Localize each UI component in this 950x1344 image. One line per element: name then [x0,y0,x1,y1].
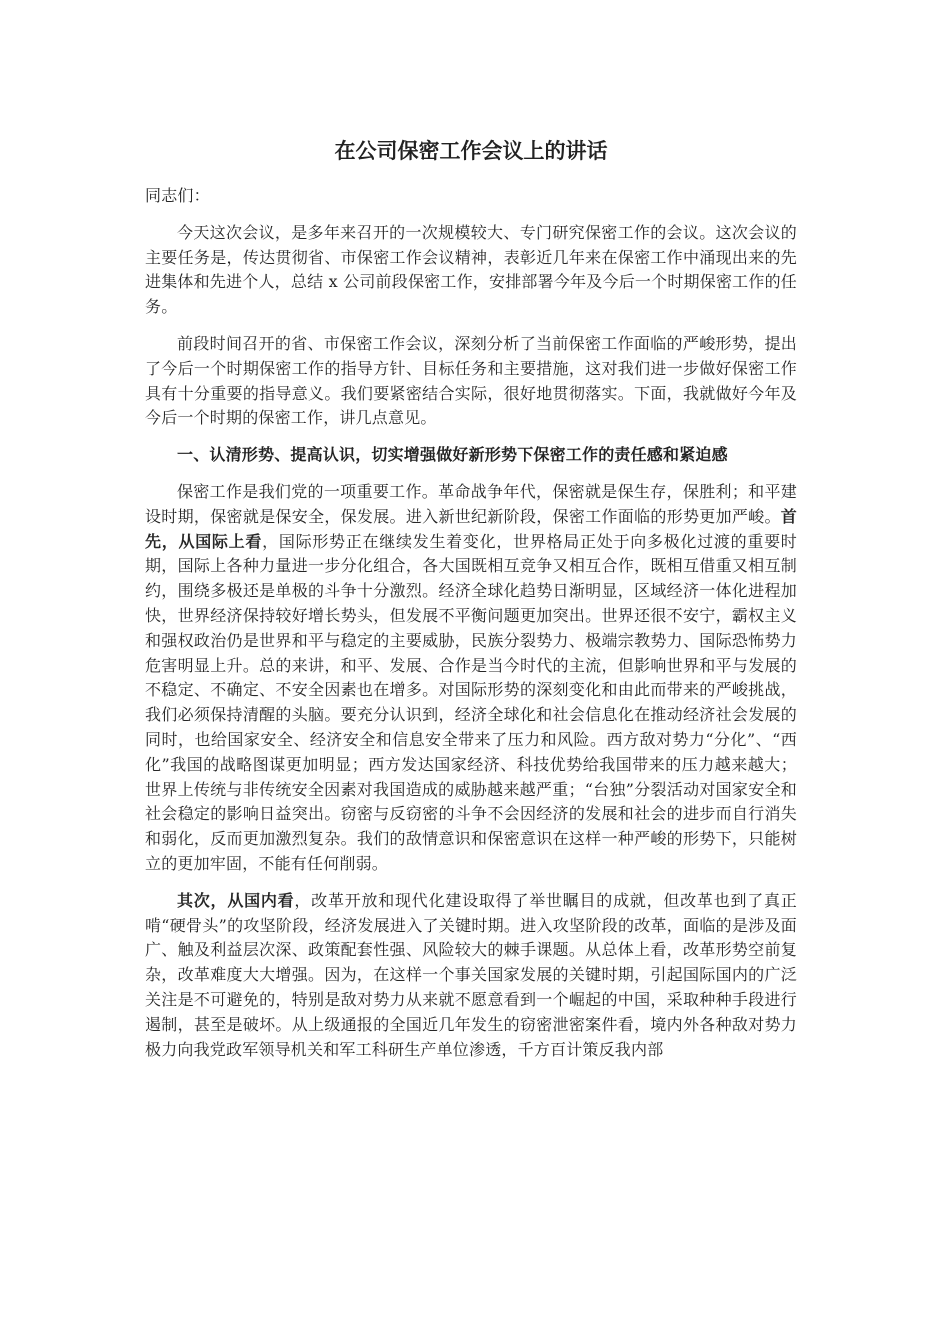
paragraph-4-text: ，改革开放和现代化建设取得了举世瞩目的成就，但改革也到了真正啃“硬骨头”的攻坚阶段，经济发展进入了关键时期。进入攻坚阶段的改革，面临的是涉及面广、触及利益层次深、政策配套性强、风险较大的棘手课题。从总体上看，改革形势空前复杂，改革难度大大增强。因为，在这样一个事关国家发展的关键时期，引起国际国内的广泛关注是不可避免的，特别是敌对势力从来就不愿意看到一个崛起的中国，采取种种手段进行遏制，甚至是破坏。从上级通报的全国近几年发生的窃密泄密案件看，境内外各种敌对势力极力向我党政军领导机关和军工科研生产单位渗透，千方百计策反我内部 [145,890,797,1059]
paragraph-4-emphasis: 其次，从国内看 [177,890,295,910]
section-heading-1: 一、认清形势、提高认识，切实增强做好新形势下保密工作的责任感和紧迫感 [177,445,728,465]
salutation: 同志们： [145,186,210,205]
paragraph-3-emphasis: 首先，从国际上看 [145,506,797,551]
paragraph-3-text-a: 保密工作是我们党的一项重要工作。革命战争年代，保密就是保生存，保胜利；和平建设时期，保密就是保安全，保发展。进入新世纪新阶段，保密工作面临的形势更加严峻。 [145,481,797,526]
document-body [145,184,797,1074]
paragraph-4 [145,889,797,1063]
paragraph-2: 前段时间召开的省、市保密工作会议，深刻分析了当前保密工作面临的严峻形势，提出了今后一个时期保密工作的指导方针、目标任务和主要措施，这对我们进一步做好保密工作具有十分重要的指导意义。我们要紧密结合实际，很好地贯彻落实。下面，我就做好今年及今后一个时期的保密工作，讲几点意见。 [145,333,797,428]
document-title: 在公司保密工作会议上的讲话 [334,139,608,163]
paragraph-3 [145,480,797,877]
paragraph-1: 今天这次会议，是多年来召开的一次规模较大、专门研究保密工作的会议。这次会议的主要任务是，传达贯彻省、市保密工作会议精神，表彰近几年来在保密工作中涌现出来的先进集体和先进个人，总结 x 公司前段保密工作，安排部署今年及今后一个时期保密工作的任务。 [145,222,797,317]
paragraph-3-text-b: ，国际形势正在继续发生着变化，世界格局正处于向多极化过渡的重要时期，国际上各种力量进一步分化组合，各大国既相互竞争又相互合作，既相互借重又相互制约，围绕多极还是单极的斗争十分激烈。经济全球化趋势日渐明显，区域经济一体化进程加快，世界经济保持较好增长势头，但发展不平衡问题更加突出。世界还很不安宁，霸权主义和强权政治仍是世界和平与稳定的主要威胁，民族分裂势力、极端宗教势力、国际恐怖势力危害明显上升。总的来讲，和平、发展、合作是当今时代的主流，但影响世界和平与发展的不稳定、不确定、不安全因素也在增多。对国际形势的深刻变化和由此而带来的严峻挑战，我们必须保持清醒的头脑。要充分认识到，经济全球化和社会信息化在推动经济社会发展的同时，也给国家安全、经济安全和信息安全带来了压力和风险。西方敌对势力“分化”、“西化”我国的战略图谋更加明显；西方发达国家经济、科技优势给我国带来的压力越来越大；世界上传统与非传统安全因素对我国造成的威胁越来越严重；“台独”分裂活动对国家安全和社会稳定的影响日益突出。窃密与反窃密的斗争不会因经济的发展和社会的进步而自行消失和弱化，反而更加激烈复杂。我们的敌情意识和保密意识在这样一种严峻的形势下，只能树立的更加牢固，不能有任何削弱。 [145,531,797,873]
